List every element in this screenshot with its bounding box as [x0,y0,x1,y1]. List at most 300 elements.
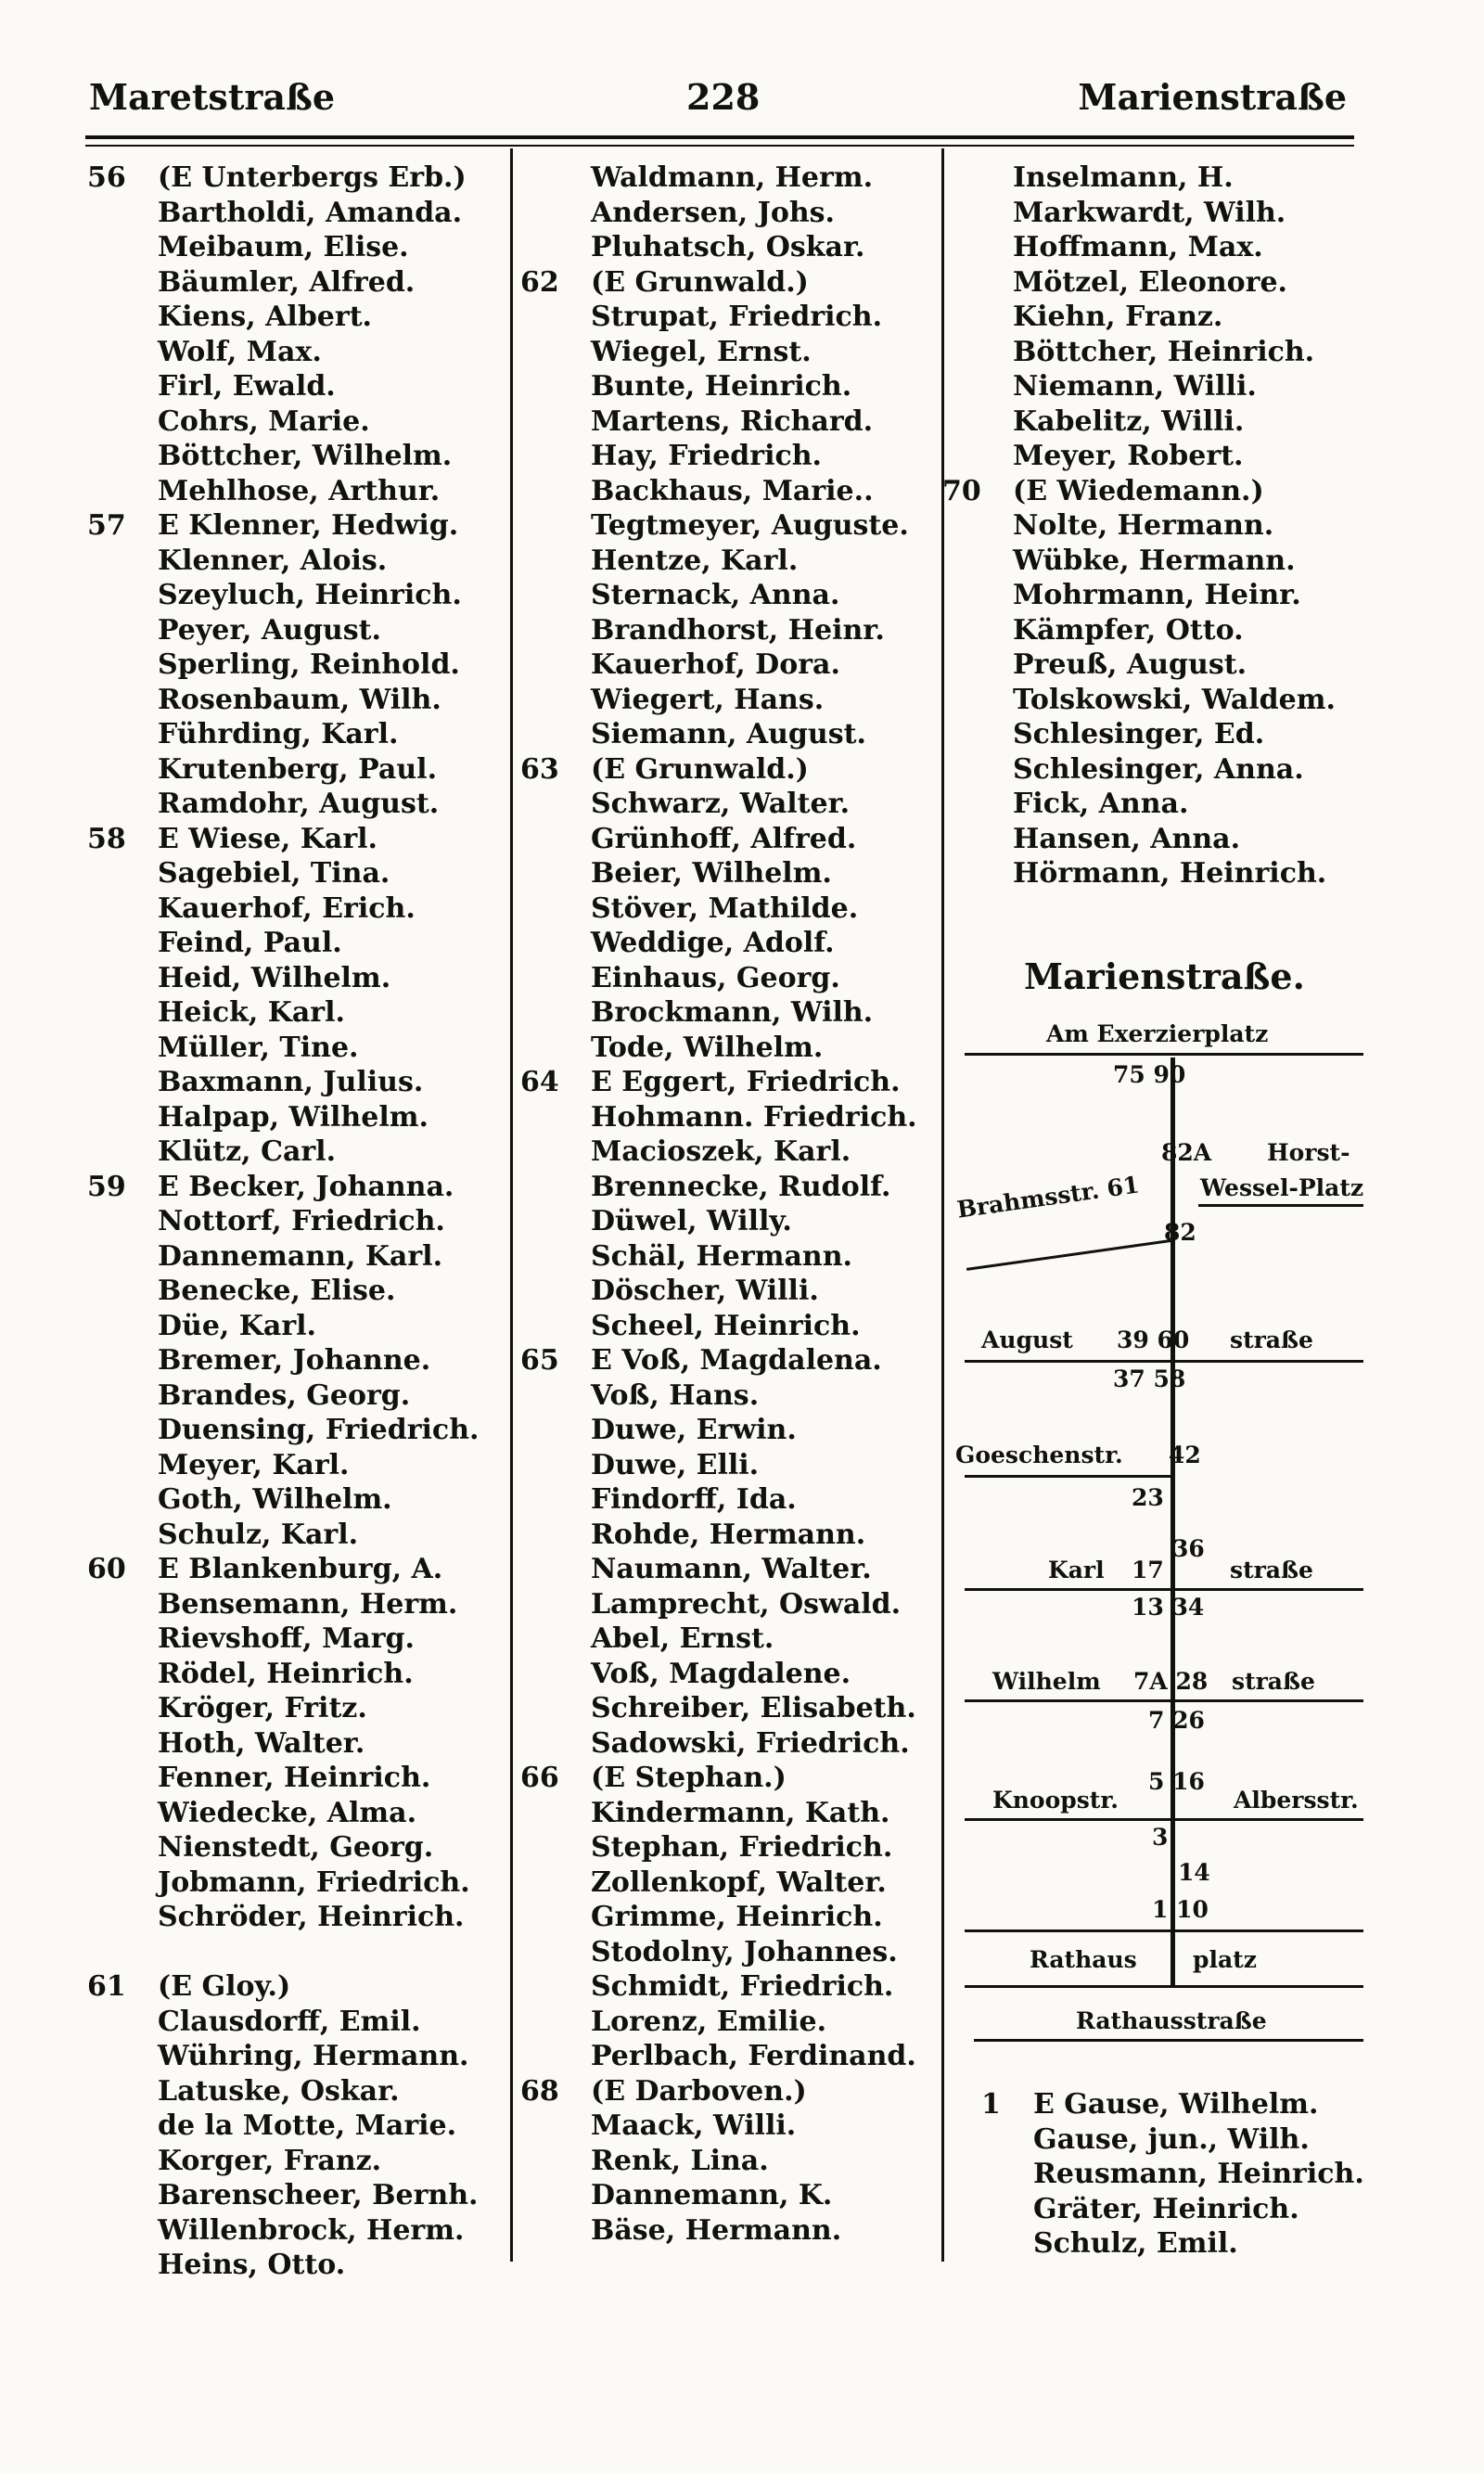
house-number: 17 [1132,1557,1164,1583]
resident-name: Kindermann, Kath. [591,1796,890,1829]
resident-name: Barenscheer, Bernh. [158,2179,479,2211]
resident-row [937,856,1336,891]
resident-name: Böttcher, Wilhelm. [158,440,453,472]
resident-name: Führding, Karl. [158,718,399,750]
resident-row [82,2178,479,2213]
resident-name: (E Stephan.) [591,1762,787,1794]
column-separator [510,148,513,2262]
house-entry-row [82,160,479,196]
resident-name: Mötzel, Eleonore. [1013,265,1288,299]
resident-name: Markwardt, Wilh. [1013,196,1286,229]
resident-row [82,1309,479,1344]
resident-name: Abel, Ernst. [591,1622,774,1655]
resident-name: E Eggert, Friedrich. [591,1066,901,1098]
resident-name: (E Wiedemann.) [1013,474,1264,507]
resident-row [515,2144,917,2179]
resident-row [82,1761,479,1796]
resident-row [82,2005,479,2040]
resident-name: Meyer, Karl. [158,1448,350,1481]
header-street-right: Marienstraße [1078,76,1347,118]
resident-name: Bensemann, Herm. [158,1587,458,1621]
resident-row [515,1552,917,1587]
resident-row [82,1134,479,1170]
resident-row [515,1518,917,1553]
resident-row [515,1935,917,1970]
resident-name: Wübke, Hermann. [1013,544,1296,577]
resident-name: Meyer, Robert. [1013,440,1244,472]
resident-row [82,1031,479,1066]
house-entry-row [82,822,479,857]
resident-row [976,2226,1364,2262]
label-albersstrasse: Albersstr. [1234,1787,1359,1814]
resident-name: Kiens, Albert. [158,301,372,333]
resident-row [515,474,917,509]
resident-name: Mohrmann, Heinr. [1013,579,1301,611]
resident-name: Schäl, Hermann. [591,1239,852,1273]
resident-name: Hörmann, Heinrich. [1013,857,1327,890]
resident-row [82,1691,479,1726]
resident-name: Lamprecht, Oswald. [591,1587,902,1621]
resident-name: Martens, Richard. [591,404,874,438]
resident-name: Rosenbaum, Wilh. [158,683,441,716]
house-number: 59 [87,1170,126,1203]
resident-name: Rohde, Hermann. [591,1518,866,1551]
resident-row [82,961,479,996]
resident-row [82,2074,479,2109]
label-rathaus: Rathaus [1030,1946,1137,1973]
resident-name: Kabelitz, Willi. [1013,404,1245,438]
resident-name: (E Darboven.) [591,2074,807,2108]
resident-name: Sperling, Reinhold. [158,648,460,681]
header-rule-thin [85,145,1354,147]
resident-name: Gause, jun., Wilh. [1033,2122,1310,2156]
resident-row [82,1448,479,1483]
resident-row [515,1031,917,1066]
resident-name: Bäumler, Alfred. [158,265,416,299]
resident-name: E Klenner, Hedwig. [158,509,459,542]
resident-row [976,2192,1364,2227]
resident-name: Zollenkopf, Walter. [591,1865,887,1899]
resident-row [515,822,917,857]
resident-name: Schwarz, Walter. [591,788,851,820]
street-axis-line [1171,1058,1175,1985]
resident-row [82,230,479,265]
label-karl: Karl [1048,1557,1105,1583]
resident-name: Heins, Otto. [158,2249,346,2281]
resident-row [82,2109,479,2144]
house-entry-row [82,1969,479,2005]
resident-name: E Gause, Wilhelm. [1033,2088,1319,2121]
resident-row [515,2109,917,2144]
resident-row [82,1726,479,1762]
resident-row [82,926,479,961]
resident-name: E Blankenburg, A. [158,1553,443,1585]
house-number: 82 [1164,1219,1196,1246]
resident-row [515,2039,917,2074]
resident-name: Cohrs, Marie. [158,404,370,438]
house-number: 57 [87,509,126,542]
house-number: 70 [942,474,981,507]
house-entry-row [937,474,1336,509]
resident-name: Wiegel, Ernst. [591,335,812,368]
resident-row [937,335,1336,370]
resident-row [515,1204,917,1239]
resident-name: Weddige, Adolf. [591,927,835,959]
label-knoopstrasse: Knoopstr. [992,1787,1119,1814]
resident-name: Böttcher, Heinrich. [1013,335,1315,368]
resident-row [937,787,1336,822]
street-rule [1198,1204,1363,1207]
resident-row [937,613,1336,648]
resident-row [82,300,479,335]
resident-name: Schulz, Emil. [1033,2227,1238,2260]
resident-name: (E Unterbergs Erb.) [158,161,467,194]
label-august: August [981,1327,1073,1353]
header-rule [85,135,1354,139]
resident-row [82,369,479,404]
street-rule [965,1929,1363,1932]
resident-row [515,1100,917,1135]
house-number: 64 [520,1066,559,1098]
resident-row [82,1065,479,1100]
resident-name: Andersen, Johs. [591,196,835,229]
resident-row [515,196,917,231]
resident-name: Schlesinger, Anna. [1013,752,1304,786]
resident-name: E Wiese, Karl. [158,822,377,855]
resident-name: Brockmann, Wilh. [591,996,874,1029]
street-map-title: Marienstraße. [1024,955,1305,997]
house-numbers: 5 16 [1148,1768,1205,1795]
resident-name: Einhaus, Georg. [591,961,840,994]
house-entry-row [976,2087,1364,2122]
resident-name: Rödel, Heinrich. [158,1657,414,1690]
resident-row [82,404,479,440]
resident-name: Nottorf, Friedrich. [158,1205,445,1237]
resident-row [82,1482,479,1518]
resident-row [515,1969,917,2005]
resident-row [515,230,917,265]
resident-row [82,856,479,891]
resident-name: Nolte, Hermann. [1013,509,1274,542]
resident-row [515,404,917,440]
house-numbers: 75 90 [1113,1061,1186,1088]
resident-row [515,787,917,822]
resident-name: Bäse, Hermann. [591,2213,842,2247]
resident-row [515,683,917,718]
house-entry-row [82,508,479,544]
street-rule [965,1475,1171,1478]
resident-row [515,1239,917,1275]
resident-row [937,508,1336,544]
resident-row [937,196,1336,231]
house-number: 62 [520,265,559,299]
label-am-exerzierplatz: Am Exerzierplatz [1046,1020,1269,1047]
house-entry-row [515,1065,917,1100]
resident-row [82,1204,479,1239]
page-number: 228 [686,76,761,118]
resident-row [937,683,1336,718]
resident-name: Wiedecke, Alma. [158,1796,417,1829]
resident-column-2 [515,160,917,2248]
resident-row [937,369,1336,404]
label-horst: Horst- [1267,1139,1350,1166]
resident-row [82,2144,479,2179]
resident-name: Beier, Wilhelm. [591,857,832,890]
resident-name: Pluhatsch, Oskar. [591,231,865,263]
resident-name: Düe, Karl. [158,1309,316,1342]
resident-row [937,300,1336,335]
resident-row [82,752,479,788]
resident-name: Scheel, Heinrich. [591,1309,861,1342]
resident-name: Renk, Lina. [591,2144,769,2177]
resident-name: Reusmann, Heinrich. [1033,2158,1364,2190]
resident-name: Preuß, August. [1013,648,1247,681]
resident-row [82,335,479,370]
street-rule [974,2039,1363,2042]
house-number: 68 [520,2074,559,2108]
resident-name: Schmidt, Friedrich. [591,1970,894,2003]
label-strasse: straße [1232,1668,1315,1695]
resident-name: Heick, Karl. [158,996,345,1029]
house-number: 56 [87,161,126,194]
resident-name: Wolf, Max. [158,335,322,368]
resident-name: Kauerhof, Dora. [591,648,840,681]
resident-name: Backhaus, Marie.. [591,474,874,507]
resident-row [937,265,1336,301]
resident-name: Perlbach, Ferdinand. [591,2040,916,2072]
resident-row [82,1239,479,1275]
resident-name: (E Grunwald.) [591,265,809,299]
resident-name: Clausdorff, Emil. [158,2005,421,2038]
resident-name: Maack, Willi. [591,2109,797,2142]
resident-row [82,1378,479,1414]
house-number: 14 [1178,1859,1210,1886]
house-number: 3 [1152,1824,1169,1851]
resident-row [82,683,479,718]
resident-name: Willenbrock, Herm. [158,2213,465,2247]
resident-row [515,508,917,544]
street-rule [965,1053,1363,1056]
resident-row [515,647,917,683]
resident-row [515,300,917,335]
resident-name: Fick, Anna. [1013,788,1189,820]
label-brahmsstrasse: Brahmsstr. 61 [955,1171,1142,1224]
resident-name: Bartholdi, Amanda. [158,196,463,229]
label-strasse: straße [1230,1557,1313,1583]
resident-name: Brandhorst, Heinr. [591,613,885,647]
resident-row [82,891,479,927]
resident-name: Duensing, Friedrich. [158,1414,480,1446]
resident-name: Benecke, Elise. [158,1275,396,1307]
resident-name: Siemann, August. [591,718,866,750]
house-entry-row [515,752,917,788]
house-numbers: 7 26 [1148,1707,1205,1734]
resident-row [515,1796,917,1831]
resident-name: E Voß, Magdalena. [591,1344,882,1377]
resident-column-1 [82,160,479,2283]
resident-row [515,2178,917,2213]
resident-name: Stodolny, Johannes. [591,1935,898,1968]
house-entry-row [515,1343,917,1378]
street-rule [965,1818,1363,1821]
resident-row [82,1518,479,1553]
house-number: 23 [1132,1484,1164,1511]
resident-name: Stephan, Friedrich. [591,1831,893,1864]
resident-name: Niemann, Willi. [1013,370,1257,403]
resident-name: Naumann, Walter. [591,1553,872,1585]
resident-row [82,2248,479,2283]
house-entry-row [515,1761,917,1796]
header-street-left: Maretstraße [89,76,336,118]
resident-name: Dannemann, Karl. [158,1239,443,1273]
resident-name: Sadowski, Friedrich. [591,1726,910,1760]
resident-row [82,613,479,648]
resident-row [976,2122,1364,2158]
resident-row [515,1413,917,1448]
resident-name: Schreiber, Elisabeth. [591,1692,916,1724]
resident-row [937,439,1336,474]
resident-row [82,1935,479,1970]
resident-row [937,752,1336,788]
resident-name: Gräter, Heinrich. [1033,2192,1299,2225]
house-number: 66 [520,1762,559,1794]
resident-name: Düwel, Willy. [591,1205,792,1237]
label-wessel-platz: Wessel-Platz [1200,1174,1364,1201]
resident-row [82,1100,479,1135]
label-wilhelm: Wilhelm [992,1668,1101,1695]
resident-name: Feind, Paul. [158,927,342,959]
resident-name: Halpap, Wilhelm. [158,1100,429,1134]
resident-row [515,1622,917,1657]
resident-row [515,2213,917,2249]
resident-row [515,717,917,752]
resident-name: Szeyluch, Heinrich. [158,579,462,611]
resident-name: Bunte, Heinrich. [591,370,852,403]
resident-row [515,1309,917,1344]
resident-column-3 [937,160,1336,891]
resident-name: Fenner, Heinrich. [158,1762,431,1794]
resident-row [515,1691,917,1726]
label-strasse: straße [1230,1327,1313,1353]
resident-row [82,1413,479,1448]
resident-name: Sternack, Anna. [591,579,840,611]
resident-row [515,1448,917,1483]
resident-row [82,1587,479,1622]
street-rule [965,1699,1363,1702]
resident-row [515,1274,917,1309]
resident-row [937,578,1336,613]
resident-row [82,2213,479,2249]
house-number: 58 [87,822,126,855]
house-number: 36 [1172,1535,1205,1562]
resident-name: Nienstedt, Georg. [158,1831,434,1864]
resident-name: Brandes, Georg. [158,1378,411,1412]
resident-name: Macioszek, Karl. [591,1135,851,1168]
resident-name: Klenner, Alois. [158,544,388,577]
resident-row [515,1865,917,1901]
resident-row [515,926,917,961]
resident-row [937,717,1336,752]
resident-name: Baxmann, Julius. [158,1066,424,1098]
resident-name: Voß, Magdalene. [591,1657,851,1690]
label-platz: platz [1193,1946,1257,1973]
resident-row [515,856,917,891]
resident-name: Waldmann, Herm. [591,161,874,194]
resident-name: Inselmann, H. [1013,161,1234,194]
resident-name: Meibaum, Elise. [158,231,409,263]
resident-row [515,1378,917,1414]
resident-name: Kiehn, Franz. [1013,301,1223,333]
resident-name: Müller, Tine. [158,1031,359,1064]
resident-row [82,647,479,683]
resident-name: (E Grunwald.) [591,752,809,786]
resident-row [937,822,1336,857]
resident-name: Brennecke, Rudolf. [591,1170,891,1203]
resident-row [82,1900,479,1935]
resident-row [515,961,917,996]
resident-list-bottom [976,2087,1364,2262]
resident-row [515,1830,917,1865]
resident-name: Strupat, Friedrich. [591,301,883,333]
resident-row [515,995,917,1031]
resident-row [82,717,479,752]
resident-name: Ramdohr, August. [158,788,440,820]
house-number: 61 [87,1970,126,2003]
resident-name: Hoth, Walter. [158,1726,365,1760]
resident-row [82,2039,479,2074]
resident-row [515,1587,917,1622]
resident-row [82,578,479,613]
resident-name: Grimme, Heinrich. [591,1901,883,1933]
house-numbers: 39 60 [1117,1327,1190,1353]
resident-row [82,544,479,579]
resident-row [515,160,917,196]
resident-row [515,1900,917,1935]
resident-row [515,1726,917,1762]
resident-name: Sagebiel, Tina. [158,857,390,890]
street-map [955,1020,1373,2069]
resident-row [515,439,917,474]
resident-name: Heid, Wilhelm. [158,961,391,994]
resident-name: Jobmann, Friedrich. [158,1865,470,1899]
resident-name: de la Motte, Marie. [158,2109,457,2142]
resident-name: Tolskowski, Waldem. [1013,683,1336,716]
resident-row [937,404,1336,440]
resident-name: Wühring, Hermann. [158,2040,469,2072]
resident-row [515,544,917,579]
house-number: 63 [520,752,559,786]
label-rathausstrasse: Rathausstraße [1076,2007,1267,2034]
resident-name: Hohmann. Friedrich. [591,1100,917,1134]
resident-name: Schulz, Karl. [158,1518,359,1551]
label-goeschenstrasse: Goeschenstr. [955,1442,1123,1468]
resident-row [937,160,1336,196]
resident-row [976,2157,1364,2192]
resident-row [82,1274,479,1309]
resident-name: Lorenz, Emilie. [591,2005,827,2038]
resident-name: Grünhoff, Alfred. [591,822,857,855]
resident-name: Tode, Wilhelm. [591,1031,824,1064]
resident-name: Hentze, Karl. [591,544,799,577]
resident-row [82,1830,479,1865]
resident-name: Mehlhose, Arthur. [158,474,441,507]
house-number: 82A [1161,1139,1212,1166]
house-number: 1 [981,2088,1001,2121]
resident-row [82,1622,479,1657]
resident-row [82,1796,479,1831]
resident-name: Hay, Friedrich. [591,440,822,472]
house-entry-row [82,1552,479,1587]
